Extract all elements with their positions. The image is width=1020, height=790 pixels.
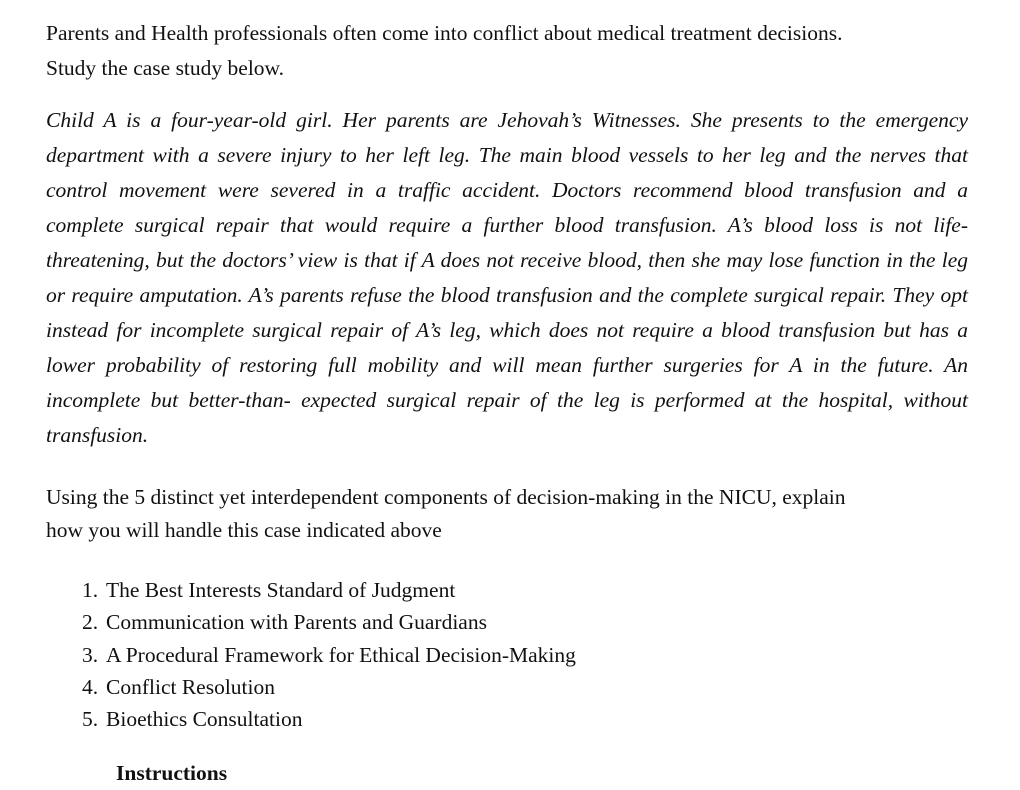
document-page: [46, 16, 968, 735]
list-item: [82, 606, 968, 638]
list-item: [82, 639, 968, 671]
list-item-label: The Best Interests Standard of Judgment: [106, 578, 456, 602]
list-item-label: Bioethics Consultation: [106, 707, 303, 732]
list-item-number: 5.: [82, 707, 99, 732]
intro-paragraph: [46, 16, 968, 86]
question-line-1: Using the 5 distinct yet interdependent components of decision-making in the NICU, explain: [46, 485, 846, 509]
list-item-label: Conflict Resolution: [106, 674, 276, 699]
list-item-number: 4.: [82, 674, 99, 699]
case-study-paragraph: Child A is a four-year-old girl. Her parents are Jehovah’s Witnesses. She presents to the emergency department with a severe injury to her left leg. The main blood vessels to her leg and the nerves that control movement were severed in a traffic accident. Doctors recommend blood transfusion and a complete surgical repair that would require a further blood transfusion. A’s blood loss is not life-threatening, but the doctors’ view is that if A does not receive blood, then she may lose function in the leg or require amputation. A’s parents refuse the blood transfusion and the complete surgical repair. They opt instead for incomplete surgical repair of A’s leg, which does not require a blood transfusion but has a lower probability of restoring full mobility and will mean further surgeries for A in the future. An incomplete but better-than- expected surgical repair of the leg is performed at the hospital, without transfusion.: [46, 108, 968, 447]
list-item-number: 3.: [82, 642, 99, 667]
components-list: [46, 574, 968, 735]
intro-line-2: Study the case study below.: [46, 56, 285, 80]
list-item-label: Communication with Parents and Guardians: [106, 610, 487, 635]
question-paragraph: [46, 481, 968, 547]
list-item: [82, 671, 968, 703]
instructions-heading: Instructions: [116, 761, 228, 785]
list-item-number: 2.: [82, 610, 99, 635]
list-item-label: A Procedural Framework for Ethical Decision-Making: [106, 642, 576, 667]
list-item: [82, 574, 968, 606]
list-item-number: 1.: [82, 578, 99, 602]
question-line-2: how you will handle this case indicated above: [46, 518, 442, 542]
list-item: [82, 703, 968, 735]
intro-line-1: Parents and Health professionals often come into conflict about medical treatment decisions.: [46, 21, 843, 45]
